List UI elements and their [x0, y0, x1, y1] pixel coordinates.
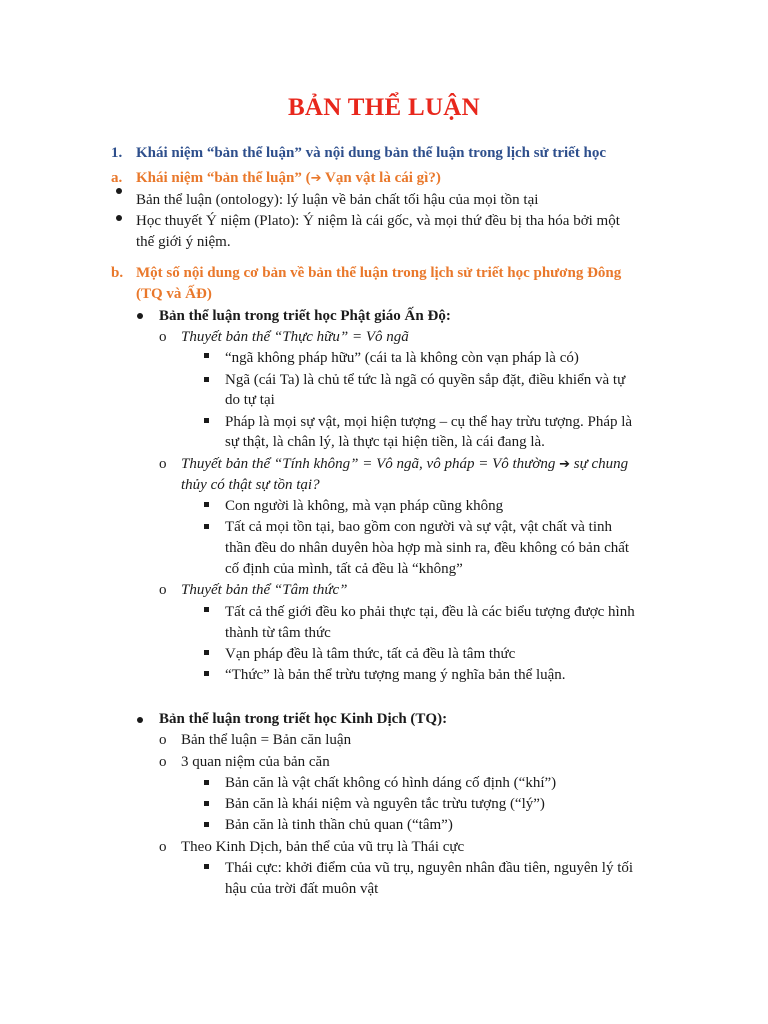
list-item: Pháp là mọi sự vật, mọi hiện tượng – cụ thể hay trừu tượng. Pháp là [225, 414, 633, 430]
bullet-icon [116, 188, 122, 194]
list-item-continued: do tự tại [225, 392, 275, 408]
square-bullet-icon [204, 650, 209, 655]
theory-tam-thuc: Thuyết bản thể “Tâm thức” [181, 582, 348, 598]
list-item: Bản căn là tinh thần chủ quan (“tâm”) [225, 817, 453, 833]
list-item: “Thức” là bản thể trừu tượng mang ý nghĩa bản thể luận. [225, 667, 566, 683]
theory-tinh-khong: Thuyết bản thể “Tính không” = Vô ngã, vô pháp = Vô thường ➔ sự chung [181, 456, 629, 472]
list-item-continued: hậu của trời đất muôn vật [225, 881, 379, 897]
hollow-bullet-icon: o [159, 329, 167, 345]
hollow-bullet-icon: o [159, 754, 167, 770]
list-item: Bản thể luận (ontology): lý luận về bản chất tối hậu của mọi tồn tại [136, 192, 539, 208]
arrow-right-icon: ➔ [559, 457, 570, 472]
square-bullet-icon [204, 801, 209, 806]
buddhism-heading: Bản thể luận trong triết học Phật giáo Ấn Độ: [159, 308, 451, 324]
section-heading: Khái niệm “bản thể luận” và nội dung bản thể luận trong lịch sử triết học [136, 145, 607, 161]
bullet-icon [137, 313, 143, 319]
subsection-a-letter: a. [111, 170, 123, 186]
square-bullet-icon [204, 607, 209, 612]
page-title: BẢN THỂ LUẬN [287, 94, 481, 121]
list-item-continued: cố định của mình, tất cả đều là “không” [225, 561, 463, 577]
bullet-icon [137, 717, 143, 723]
square-bullet-icon [204, 524, 209, 529]
square-bullet-icon [204, 353, 209, 358]
section-number: 1. [111, 145, 123, 161]
square-bullet-icon [204, 864, 209, 869]
list-item: Theo Kinh Dịch, bản thể của vũ trụ là Thái cực [181, 839, 465, 855]
subsection-a-heading: Khái niệm “bản thể luận” (➔ Vạn vật là cái gì?) [136, 170, 441, 186]
hollow-bullet-icon: o [159, 582, 167, 598]
theory-tinh-khong-continued: thủy có thật sự tồn tại? [181, 477, 320, 493]
arrow-right-icon: ➔ [310, 171, 322, 186]
subsection-b-heading: Một số nội dung cơ bản về bản thể luận trong lịch sử triết học phương Đông [136, 265, 622, 281]
theory-thuc-huu: Thuyết bản thể “Thực hữu” = Vô ngã [181, 329, 409, 345]
list-item: Con người là không, mà vạn pháp cũng không [225, 498, 504, 514]
list-item-continued: thế giới ý niệm. [136, 234, 231, 250]
list-item: Tất cả thế giới đều ko phải thực tại, đều là các biểu tượng được hình [225, 604, 635, 620]
square-bullet-icon [204, 502, 209, 507]
hollow-bullet-icon: o [159, 456, 167, 472]
list-item: “ngã không pháp hữu” (cái ta là không còn vạn pháp là có) [225, 350, 579, 366]
subsection-b-heading-continued: (TQ và ẤĐ) [136, 286, 212, 302]
square-bullet-icon [204, 377, 209, 382]
hollow-bullet-icon: o [159, 839, 167, 855]
subsection-b-letter: b. [111, 265, 124, 281]
kinhdich-heading: Bản thể luận trong triết học Kinh Dịch (TQ): [159, 711, 448, 727]
square-bullet-icon [204, 418, 209, 423]
list-item-continued: sự thật, là chân lý, là thực tại hiện tiền, là cái đang là. [225, 434, 545, 450]
list-item-continued: thần đều do nhân duyên hòa hợp mà sinh ra, đều không có bản chất [225, 540, 630, 556]
list-item: Thái cực: khởi điểm của vũ trụ, nguyên nhân đầu tiên, nguyên lý tối [225, 860, 634, 876]
bullet-icon [116, 215, 122, 221]
list-item: Học thuyết Ý niệm (Plato): Ý niệm là cái gốc, và mọi thứ đều bị tha hóa bởi một [136, 213, 620, 229]
list-item: Vạn pháp đều là tâm thức, tất cả đều là tâm thức [225, 646, 516, 662]
list-item: Ngã (cái Ta) là chủ tể tức là ngã có quyền sắp đặt, điều khiển và tự [225, 372, 626, 388]
hollow-bullet-icon: o [159, 732, 167, 748]
square-bullet-icon [204, 671, 209, 676]
square-bullet-icon [204, 822, 209, 827]
list-item: Bản căn là khái niệm và nguyên tắc trừu tượng (“lý”) [225, 796, 545, 812]
list-item: Bản căn là vật chất không có hình dáng cố định (“khí”) [225, 775, 557, 791]
list-item: 3 quan niệm của bản căn [181, 754, 330, 770]
list-item: Tất cả mọi tồn tại, bao gồm con người và sự vật, vật chất và tinh [225, 519, 613, 535]
list-item: Bản thể luận = Bản căn luận [181, 732, 352, 748]
square-bullet-icon [204, 780, 209, 785]
list-item-continued: thành từ tâm thức [225, 625, 331, 641]
